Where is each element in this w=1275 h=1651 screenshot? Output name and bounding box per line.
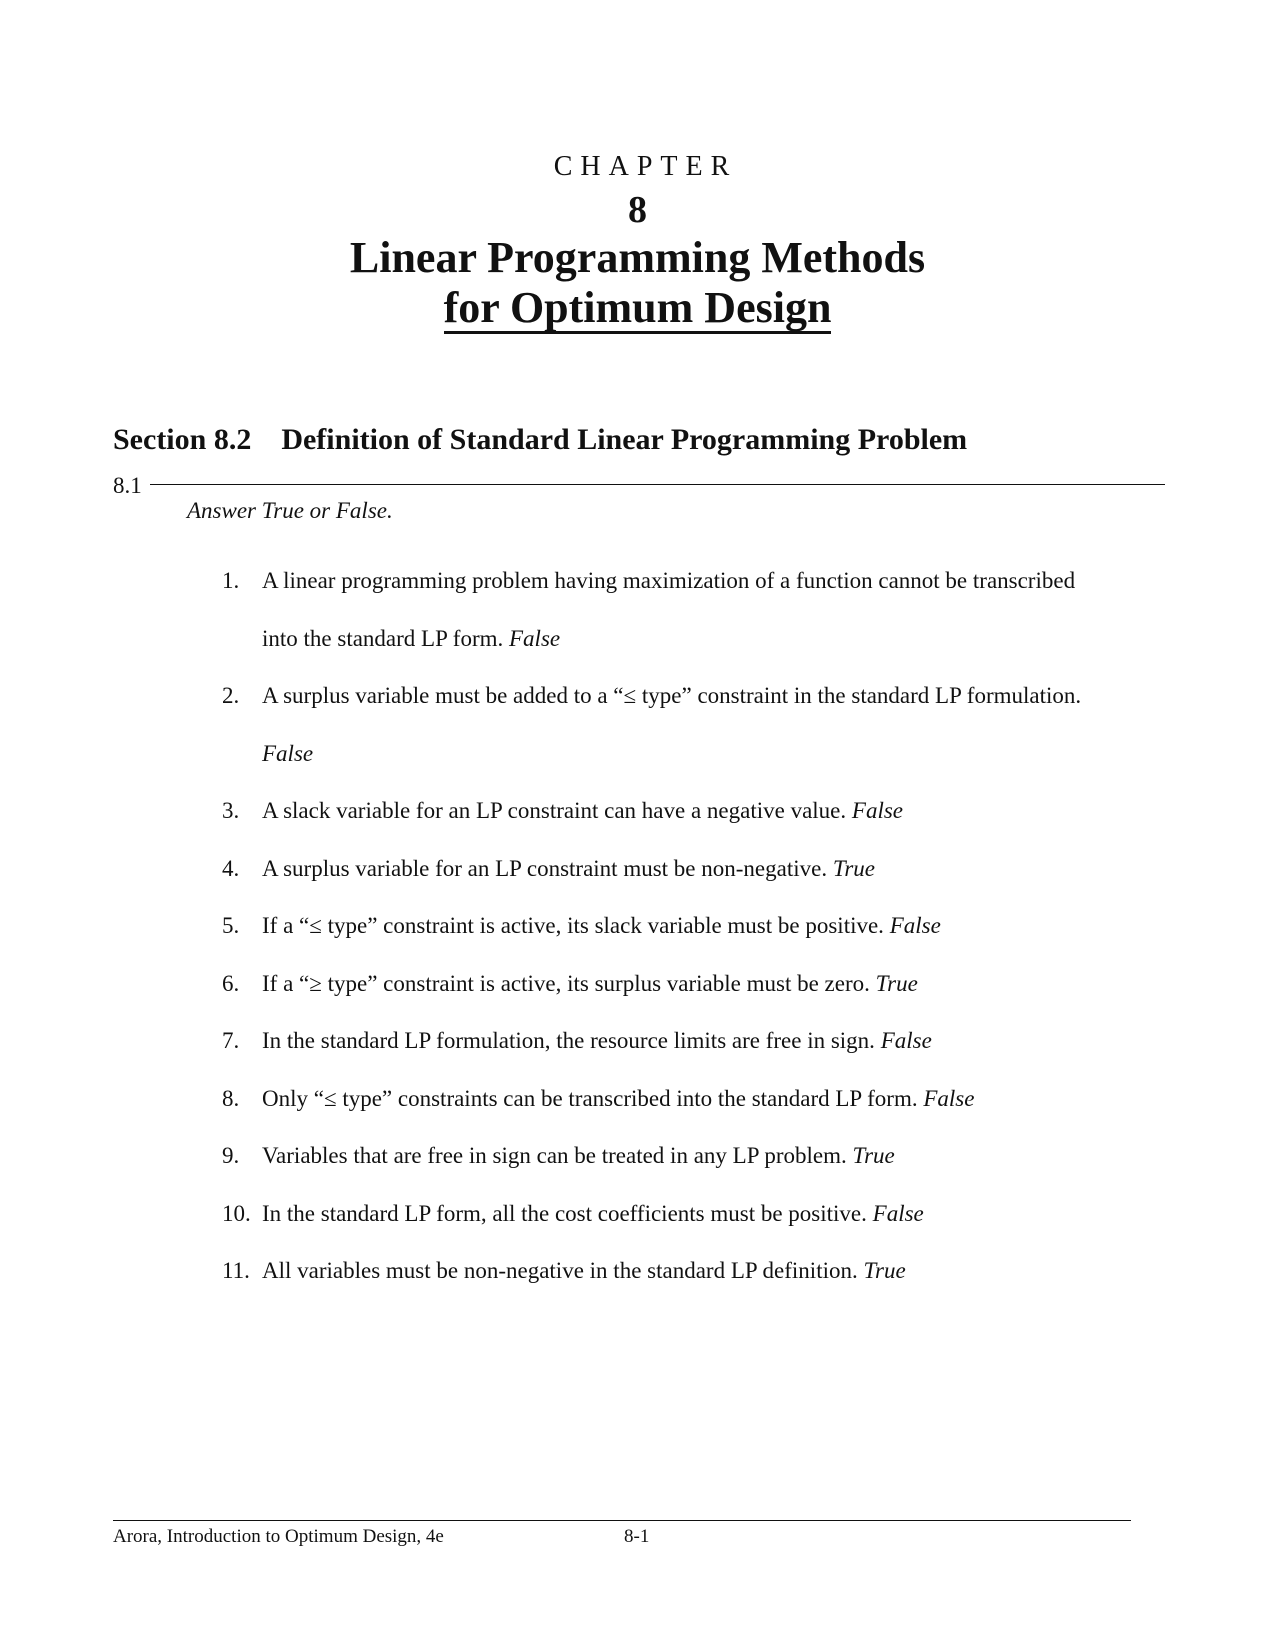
item-text: If a “≥ type” constraint is active, its surplus variable must be zero. bbox=[262, 970, 870, 996]
item-answer: False bbox=[880, 1028, 932, 1053]
item-answer: False bbox=[509, 625, 561, 651]
item-number: 1. bbox=[222, 568, 240, 593]
item-answer: True bbox=[852, 1143, 895, 1168]
chapter-title-line-2 bbox=[0, 282, 1275, 334]
list-item bbox=[222, 897, 1172, 955]
item-text: A slack variable for an LP constraint can have a negative value. bbox=[262, 798, 847, 823]
item-answer: False bbox=[923, 1085, 975, 1111]
chapter-title-line-2-text: for Optimum Design bbox=[443, 283, 832, 332]
item-number: 10. bbox=[222, 1200, 251, 1226]
list-item bbox=[222, 552, 1172, 667]
list-item bbox=[222, 1012, 1172, 1070]
item-number: 4. bbox=[222, 855, 240, 881]
item-text: In the standard LP form, all the cost coefficients must be positive. bbox=[262, 1200, 867, 1226]
footer-divider bbox=[113, 1520, 1131, 1521]
item-number: 3. bbox=[222, 798, 240, 823]
item-text: A surplus variable for an LP constraint must be non-negative. bbox=[262, 855, 828, 881]
item-text: A linear programming problem having maximization of a function cannot be transcribed bbox=[262, 568, 1076, 593]
item-answer: False bbox=[262, 740, 314, 766]
section-title: Definition of Standard Linear Programming Problem bbox=[281, 423, 968, 456]
item-text: A surplus variable must be added to a “≤ type” constraint in the standard LP formulation. bbox=[262, 683, 1082, 708]
list-item bbox=[222, 1185, 1172, 1243]
item-text: In the standard LP formulation, the resource limits are free in sign. bbox=[262, 1028, 875, 1053]
footer-source: Arora, Introduction to Optimum Design, 4e bbox=[113, 1526, 444, 1547]
section-heading bbox=[113, 422, 967, 458]
chapter-number: 8 bbox=[628, 189, 647, 231]
item-answer: True bbox=[863, 1258, 906, 1283]
item-answer: True bbox=[875, 970, 918, 996]
item-answer: False bbox=[851, 798, 903, 823]
list-item bbox=[222, 782, 1172, 840]
item-answer: True bbox=[832, 855, 876, 881]
section-number: Section 8.2 bbox=[113, 423, 252, 456]
list-item bbox=[222, 840, 1172, 898]
item-number: 11. bbox=[222, 1258, 250, 1283]
item-text: Only “≤ type” constraints can be transcribed into the standard LP form. bbox=[262, 1085, 918, 1111]
item-text-continued: into the standard LP form. bbox=[262, 625, 504, 651]
item-number: 5. bbox=[222, 913, 240, 938]
list-item bbox=[222, 955, 1172, 1013]
problem-instruction: Answer True or False. bbox=[187, 498, 393, 523]
item-answer: False bbox=[889, 913, 941, 938]
problem-number: 8.1 bbox=[113, 473, 142, 498]
item-text: All variables must be non-negative in the standard LP definition. bbox=[262, 1258, 858, 1283]
item-number: 9. bbox=[222, 1143, 240, 1168]
item-text: Variables that are free in sign can be treated in any LP problem. bbox=[262, 1143, 847, 1168]
chapter-label: CHAPTER bbox=[553, 151, 738, 182]
list-item bbox=[222, 1070, 1172, 1128]
item-number: 2. bbox=[222, 683, 240, 708]
problem-divider bbox=[150, 484, 1165, 485]
item-answer: False bbox=[872, 1200, 924, 1226]
true-false-list bbox=[222, 552, 1172, 1300]
item-number: 8. bbox=[222, 1085, 240, 1111]
item-number: 7. bbox=[222, 1028, 240, 1053]
footer-page-number: 8-1 bbox=[624, 1526, 650, 1547]
item-text: If a “≤ type” constraint is active, its slack variable must be positive. bbox=[262, 913, 884, 938]
chapter-title-line-1: Linear Programming Methods bbox=[349, 233, 926, 282]
item-number: 6. bbox=[222, 970, 240, 996]
list-item bbox=[222, 1127, 1172, 1185]
list-item bbox=[222, 1242, 1172, 1300]
list-item bbox=[222, 667, 1172, 782]
